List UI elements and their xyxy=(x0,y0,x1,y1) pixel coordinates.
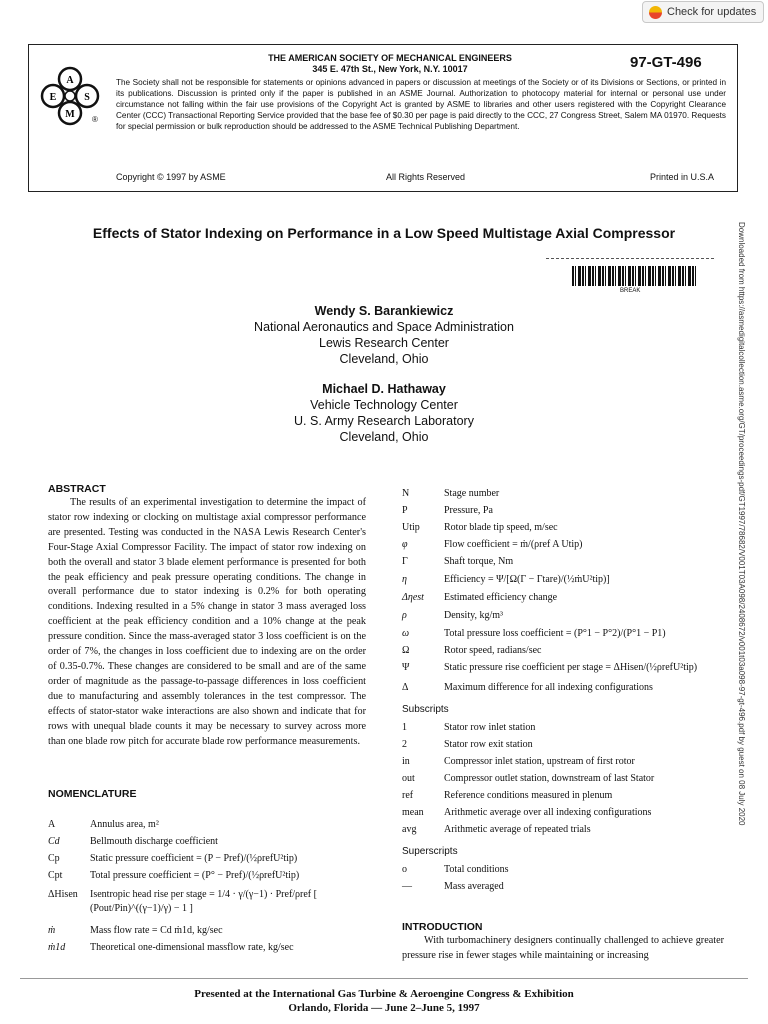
society-address: 345 E. 47th St., New York, N.Y. 10017 xyxy=(312,64,468,74)
nom-symbol: 1 xyxy=(402,722,407,733)
nom-symbol: in xyxy=(402,756,410,767)
nom-definition: Static pressure coefficient = (P − Pref)/(½ρrefU²tip) xyxy=(90,853,298,864)
nom-symbol: ṁ1d xyxy=(48,942,66,953)
svg-text:A: A xyxy=(66,75,74,86)
introduction-heading: INTRODUCTION xyxy=(402,921,483,933)
registered-mark: ® xyxy=(92,115,98,124)
nom-definition: Compressor inlet station, upstream of first rotor xyxy=(444,756,635,767)
nom-symbol: φ xyxy=(402,539,408,550)
nom-definition: Flow coefficient = ṁ/(ρref A Utip) xyxy=(444,539,583,550)
introduction-text: With turbomachinery designers continually challenged to achieve greater pressure rise in fewer stages while maintaining or increasing xyxy=(402,935,724,961)
asme-logo-icon xyxy=(40,66,100,126)
nom-definition: Rotor blade tip speed, m/sec xyxy=(444,522,558,533)
nom-symbol: η xyxy=(402,574,407,585)
nomenclature-row xyxy=(402,553,728,570)
nom-symbol: mean xyxy=(402,807,424,818)
rights-text: All Rights Reserved xyxy=(386,172,466,182)
nom-definition: Bellmouth discharge coefficient xyxy=(90,836,218,847)
subscript-row xyxy=(402,736,728,753)
subscript-row xyxy=(402,719,728,736)
download-side-note xyxy=(736,222,746,826)
author-location: Cleveland, Ohio xyxy=(339,352,429,366)
nom-symbol: — xyxy=(402,881,412,892)
nom-symbol: Γ xyxy=(402,556,408,567)
nom-definition: Arithmetic average of repeated trials xyxy=(444,824,591,835)
nom-definition: Total pressure loss coefficient = (P°1 − P°2)/(P°1 − P1) xyxy=(444,628,666,639)
superscripts-heading: Superscripts xyxy=(402,846,458,857)
nomenclature-row xyxy=(402,661,728,675)
nom-symbol: out xyxy=(402,773,415,784)
disclaimer-text: The Society shall not be responsible for statements or opinions advanced in papers or discussion at meetings of the Society or of its Divisions or Sections, or printed in its publications. Discussion is printed only if the paper is published in an ASME Journal. Authorization to photocopy material for internal or personal use under circumstance not falling within the fair use provisions of the Copyright Act is granted by ASME to libraries and other users registered with the Copyright Clearance Center (CCC) Transactional Reporting Service provided that the base fee of $0.30 per page is paid directly to the CCC, 27 Congress Street, Salem MA 01970. Requests for special permission or bulk reproduction should be addressed to the ASME Technical Publishing Department. xyxy=(116,78,726,131)
author-name: Wendy S. Barankiewicz xyxy=(314,304,454,318)
nomenclature-row xyxy=(402,485,728,502)
nom-definition: Theoretical one-dimensional massflow rate, kg/sec xyxy=(90,942,294,953)
nom-symbol: Δηest xyxy=(402,592,424,603)
nom-symbol: 2 xyxy=(402,739,407,750)
barcode-label: BREAK xyxy=(620,288,641,294)
barcode-divider xyxy=(546,258,714,260)
nom-definition: Pressure, Pa xyxy=(444,505,493,516)
footer-divider xyxy=(20,978,748,979)
check-updates-icon xyxy=(649,6,662,19)
subscripts-heading: Subscripts xyxy=(402,704,449,715)
paper-number: 97-GT-496 xyxy=(630,54,702,71)
nom-definition: Arithmetic average over all indexing configurations xyxy=(444,807,652,818)
nom-symbol: A xyxy=(48,819,56,830)
nom-definition: Mass averaged xyxy=(444,881,504,892)
nom-definition: Reference conditions measured in plenum xyxy=(444,790,613,801)
nom-symbol: avg xyxy=(402,824,417,835)
nom-symbol: ṁ xyxy=(48,925,56,936)
check-updates-button[interactable] xyxy=(642,1,764,23)
nom-symbol: Ψ xyxy=(402,662,410,673)
nom-symbol: P xyxy=(402,505,408,516)
nom-definition: Maximum difference for all indexing configurations xyxy=(444,682,653,693)
author-affiliation: National Aeronautics and Space Administration xyxy=(254,320,514,334)
nom-definition: Rotor speed, radians/sec xyxy=(444,645,542,656)
printed-text: Printed in U.S.A xyxy=(650,172,715,182)
nomenclature-row xyxy=(402,679,728,696)
nom-definition: Annulus area, m² xyxy=(90,819,159,830)
nom-symbol: ω xyxy=(402,628,410,639)
nomenclature-row xyxy=(48,816,378,833)
nom-symbol: Utip xyxy=(402,522,420,533)
paper-title: Effects of Stator Indexing on Performance in a Low Speed Multistage Axial Compressor xyxy=(92,225,676,241)
svg-text:M: M xyxy=(65,109,75,120)
nom-symbol: ref xyxy=(402,790,414,801)
nom-symbol: Cpt xyxy=(48,870,63,881)
author-affiliation: Lewis Research Center xyxy=(319,336,449,350)
superscript-row xyxy=(402,878,728,895)
author-affiliation: U. S. Army Research Laboratory xyxy=(294,414,474,428)
superscript-row xyxy=(402,861,728,878)
footer-line-1: Presented at the International Gas Turbine & Aeroengine Congress & Exhibition xyxy=(194,988,574,1000)
nom-definition: Efficiency = Ψ/[Ω(Γ − Γtare)/(½ṁU²tip)] xyxy=(444,574,610,585)
download-note-text: Downloaded from https://asmedigitalcollection.asme.org/GT/proceedings-pdf/GT1997/78682/V001T03A098/2408672/v001t03a098-97-gt-496.pdf by guest on 08 July 2020 xyxy=(737,222,746,826)
nomenclature-row xyxy=(402,642,728,659)
subscript-row xyxy=(402,770,728,787)
barcode xyxy=(572,266,697,286)
nom-symbol: Cp xyxy=(48,853,60,864)
nomenclature-row xyxy=(48,833,378,850)
author-affiliation: Vehicle Technology Center xyxy=(310,398,458,412)
nom-symbol: o xyxy=(402,864,407,875)
nom-symbol: N xyxy=(402,488,410,499)
nom-definition: Stator row inlet station xyxy=(444,722,536,733)
check-updates-label: Check for updates xyxy=(667,6,757,18)
svg-text:E: E xyxy=(49,92,57,103)
author-block-1 xyxy=(0,303,768,367)
nom-definition: Stator row exit station xyxy=(444,739,533,750)
nom-definition: Isentropic head rise per stage = 1/4 · γ/(γ−1) · Pref/ρref [ (Pout/Pin)^((γ−1)/γ) − 1 ] xyxy=(90,889,317,914)
nom-definition: Density, kg/m³ xyxy=(444,610,504,621)
abstract-text: The results of an experimental investigation to determine the impact of stator row indexing or clocking on multistage axial compressor performance are presented. Testing was conducted in the NASA Lewis Research Center's Four-Stage Axial Compressor Facility. The impact of stator row indexing on both the overall and stator 3 blade element performance is presented for both the peak efficiency and peak pressure operating conditions. The change in overall performance due to stator indexing is 0.2% for both operating conditions. Indexing resulted in a 5% change in stator 3 mass averaged loss coefficient at the peak efficiency condition and a 10% change at the peak pressure condition. Since the mass-averaged stator 3 loss coefficient is on the order of 7%, the changes in loss coefficient due to indexing are on the order of 0.35-0.7%. These changes are considered to be small and are of the same order of magnitude as the passage-to-passage differences in loss coefficient due to manufacturing and assembly tolerances in the test compressor. The effects of stator-stator wake interactions are also shown and indicate that for rows with unequal blade counts it may be necessary to survey across more than one blade row pitch for accurate blade row performance measurements. xyxy=(48,497,366,747)
nomenclature-row xyxy=(48,939,378,956)
nom-symbol: ΔHisen xyxy=(48,889,78,900)
nom-definition: Mass flow rate = Cd ṁ1d, kg/sec xyxy=(90,925,223,936)
nomenclature-heading: NOMENCLATURE xyxy=(48,788,137,800)
footer-line-2: Orlando, Florida — June 2–June 5, 1997 xyxy=(288,1002,480,1014)
subscript-row xyxy=(402,821,728,838)
nomenclature-right-list xyxy=(402,485,728,895)
nom-definition: Compressor outlet station, downstream of last Stator xyxy=(444,773,655,784)
nom-definition: Static pressure rise coefficient per stage = ΔHisen/(½ρrefU²tip) xyxy=(444,662,698,673)
nomenclature-row xyxy=(402,502,728,519)
author-location: Cleveland, Ohio xyxy=(339,430,429,444)
nomenclature-row xyxy=(402,589,728,606)
nom-definition: Estimated efficiency change xyxy=(444,592,558,603)
author-name: Michael D. Hathaway xyxy=(322,382,446,396)
nomenclature-row xyxy=(48,867,378,884)
nom-definition: Shaft torque, Nm xyxy=(444,556,514,567)
subscript-row xyxy=(402,787,728,804)
nom-definition: Total pressure coefficient = (P° − Pref)/(½ρrefU²tip) xyxy=(90,870,300,881)
nom-symbol: Δ xyxy=(402,682,409,693)
nomenclature-row xyxy=(48,922,378,939)
nomenclature-row xyxy=(402,519,728,536)
nomenclature-row xyxy=(402,570,728,589)
nomenclature-row xyxy=(402,625,728,642)
nom-symbol: Cd xyxy=(48,836,60,847)
nomenclature-row xyxy=(48,888,378,916)
nomenclature-row xyxy=(402,536,728,553)
subscript-row xyxy=(402,804,728,821)
abstract-heading: ABSTRACT xyxy=(48,483,106,495)
nom-definition: Stage number xyxy=(444,488,500,499)
nom-symbol: ρ xyxy=(402,610,407,621)
nomenclature-row xyxy=(402,606,728,625)
svg-text:S: S xyxy=(84,92,90,103)
society-name: THE AMERICAN SOCIETY OF MECHANICAL ENGINEERS xyxy=(268,53,512,63)
nomenclature-left-list xyxy=(48,816,378,956)
nomenclature-row xyxy=(48,850,378,867)
author-block-2 xyxy=(0,381,768,445)
nom-symbol: Ω xyxy=(402,645,410,656)
nom-definition: Total conditions xyxy=(444,864,509,875)
copyright-text: Copyright © 1997 by ASME xyxy=(116,172,226,182)
subscript-row xyxy=(402,753,728,770)
